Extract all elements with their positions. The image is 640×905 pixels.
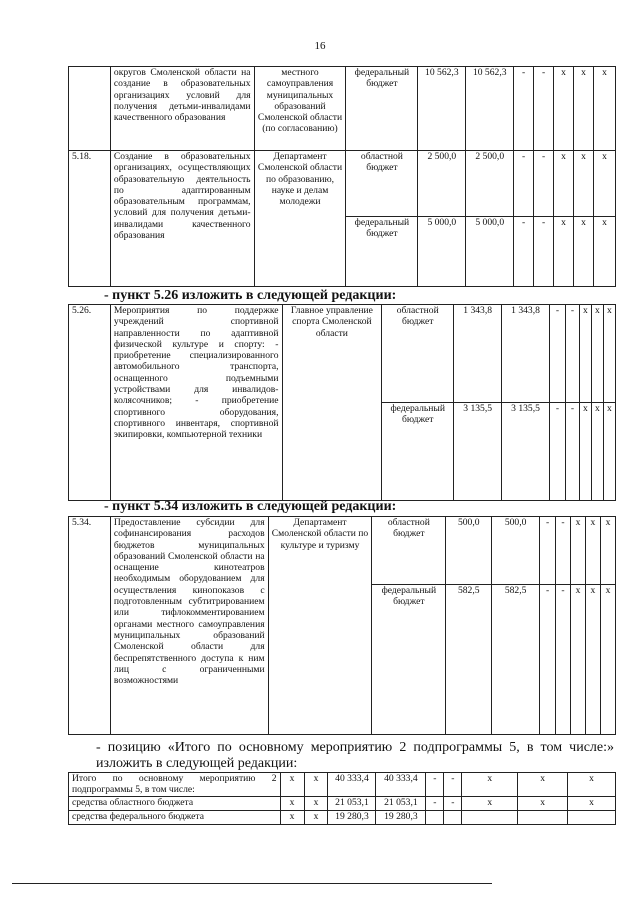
cell-x: x — [568, 797, 616, 811]
executor: Главное управление спорта Смоленской области — [282, 305, 382, 501]
cell-x: x — [600, 585, 615, 735]
cell-dash: - — [514, 151, 534, 217]
cell-dash: - — [444, 773, 462, 797]
cell-x: x — [603, 403, 615, 501]
cell-dash: - — [540, 517, 556, 585]
cell-x: x — [304, 773, 328, 797]
table-row — [69, 773, 616, 797]
table-measure-5-34 — [68, 516, 616, 735]
cell-dash: - — [549, 403, 565, 501]
amount-total: 3 135,5 — [454, 403, 502, 501]
cell-dash: - — [444, 797, 462, 811]
cell-dash: - — [565, 403, 579, 501]
table-row — [69, 797, 616, 811]
cell-x: x — [518, 773, 568, 797]
measure-description: Предоставление субсидии для софинансирования расходов бюджетов муниципальных образований Смоленской области на оснащение кинотеатров необходимым оборудованием для осуществления кинопоказов с подготовленным субтитрированием или тифлокомментированием органами местного самоуправления муниципальных образований Смоленской области для беспрепятственного доступа к ним лиц с ограниченными возможностями — [110, 517, 268, 735]
cell-x: x — [462, 797, 518, 811]
table-row — [69, 67, 616, 151]
cell-x: x — [518, 797, 568, 811]
cell-dash: - — [556, 517, 571, 585]
table-row — [69, 517, 616, 585]
executor: Департамент Смоленской области по культуре и туризму — [268, 517, 372, 735]
cell-empty — [568, 811, 616, 825]
cell-x: x — [304, 811, 328, 825]
cell-dash: - — [556, 585, 571, 735]
funding-source: областной бюджет — [382, 305, 454, 403]
funding-source: федеральный бюджет — [346, 67, 418, 151]
cell-x: x — [579, 403, 591, 501]
cell-x: x — [585, 517, 600, 585]
cell-empty — [426, 811, 444, 825]
cell-dash: - — [534, 217, 554, 287]
cell-x: x — [304, 797, 328, 811]
amount-total: 500,0 — [446, 517, 492, 585]
table-row — [69, 811, 616, 825]
cell-dash: - — [514, 67, 534, 151]
row-number: 5.34. — [69, 517, 111, 735]
executor: Департамент Смоленской области по образованию, науке и делам молодежи — [254, 151, 346, 287]
cell-x: x — [280, 797, 304, 811]
cell-dash: - — [534, 151, 554, 217]
cell-x: x — [600, 517, 615, 585]
cell-x: x — [554, 67, 574, 151]
cell-x: x — [591, 305, 603, 403]
table-row — [69, 305, 616, 403]
measure-description: Мероприятия по поддержке учреждений спортивной направленности по адаптивной физической культуре и спорту: - приобретение специализированного автомобильного транспорта, оснащенного подъемными устройствами для инвалидов- колясочников; - приобретение спортивного оборудования, спортивного инвентаря, спортивной экипировки, компьютерной техники — [110, 305, 282, 501]
row-number — [69, 67, 111, 151]
amount-total: 5 000,0 — [418, 217, 466, 287]
cell-x: x — [579, 305, 591, 403]
cell-x: x — [462, 773, 518, 797]
totals-label: средства федерального бюджета — [69, 811, 281, 825]
table-totals — [68, 772, 616, 825]
cell-x: x — [280, 811, 304, 825]
cell-dash: - — [540, 585, 556, 735]
cell-x: x — [570, 585, 585, 735]
amount-year: 582,5 — [492, 585, 540, 735]
cell-x: x — [280, 773, 304, 797]
cell-dash: - — [534, 67, 554, 151]
cell-dash: - — [549, 305, 565, 403]
funding-source: областной бюджет — [346, 151, 418, 217]
funding-source: областной бюджет — [372, 517, 446, 585]
amendment-note-5-26: - пункт 5.26 изложить в следующей редакции: — [104, 288, 397, 303]
cell-x: x — [574, 151, 594, 217]
amount-year: 2 500,0 — [466, 151, 514, 217]
cell-empty — [518, 811, 568, 825]
cell-x: x — [591, 403, 603, 501]
page-number: 16 — [314, 40, 326, 52]
amount-year: 1 343,8 — [502, 305, 550, 403]
cell-x: x — [554, 217, 574, 287]
cell-dash: - — [514, 217, 534, 287]
cell-dash: - — [426, 773, 444, 797]
cell-empty — [462, 811, 518, 825]
amount-year: 19 280,3 — [376, 811, 426, 825]
cell-x: x — [603, 305, 615, 403]
measure-description: Создание в образовательных организациях, осуществляющих образовательную деятельность по адаптированным образовательным программам, условий для получения детьми-инвалидами качественного образования — [110, 151, 254, 287]
row-number: 5.18. — [69, 151, 111, 287]
cell-dash: - — [565, 305, 579, 403]
amount-total: 40 333,4 — [328, 773, 376, 797]
totals-label: средства областного бюджета — [69, 797, 281, 811]
amount-total: 1 343,8 — [454, 305, 502, 403]
row-number: 5.26. — [69, 305, 111, 501]
amount-year: 3 135,5 — [502, 403, 550, 501]
amount-year: 500,0 — [492, 517, 540, 585]
amount-year: 21 053,1 — [376, 797, 426, 811]
amendment-paragraph: - позицию «Итого по основному мероприятию 2 подпрограммы 5, в том числе:» изложить в следующей редакции: — [96, 740, 614, 771]
cell-x: x — [574, 217, 594, 287]
amount-total: 19 280,3 — [328, 811, 376, 825]
table-measures-5-18 — [68, 66, 616, 287]
funding-source: федеральный бюджет — [372, 585, 446, 735]
cell-x: x — [570, 517, 585, 585]
table-measure-5-26 — [68, 304, 616, 501]
funding-source: федеральный бюджет — [346, 217, 418, 287]
amount-total: 2 500,0 — [418, 151, 466, 217]
amendment-note-5-34: - пункт 5.34 изложить в следующей редакции: — [104, 499, 397, 514]
table-row — [69, 151, 616, 217]
cell-x: x — [593, 151, 615, 217]
totals-label: Итого по основному мероприятию 2 подпрограммы 5, в том числе: — [69, 773, 281, 797]
cell-x: x — [585, 585, 600, 735]
amount-total: 582,5 — [446, 585, 492, 735]
footer-divider — [12, 883, 492, 884]
measure-description: округов Смоленской области на создание в образовательных организациях условий для получения детьми-инвалидами качественного образования — [110, 67, 254, 151]
amount-year: 40 333,4 — [376, 773, 426, 797]
cell-x: x — [554, 151, 574, 217]
cell-x: x — [568, 773, 616, 797]
amount-year: 5 000,0 — [466, 217, 514, 287]
executor: местного самоуправления муниципальных образований Смоленской области (по согласованию) — [254, 67, 346, 151]
cell-empty — [444, 811, 462, 825]
amount-total: 10 562,3 — [418, 67, 466, 151]
funding-source: федеральный бюджет — [382, 403, 454, 501]
amount-year: 10 562,3 — [466, 67, 514, 151]
amount-total: 21 053,1 — [328, 797, 376, 811]
cell-dash: - — [426, 797, 444, 811]
cell-x: x — [574, 67, 594, 151]
cell-x: x — [593, 67, 615, 151]
cell-x: x — [593, 217, 615, 287]
